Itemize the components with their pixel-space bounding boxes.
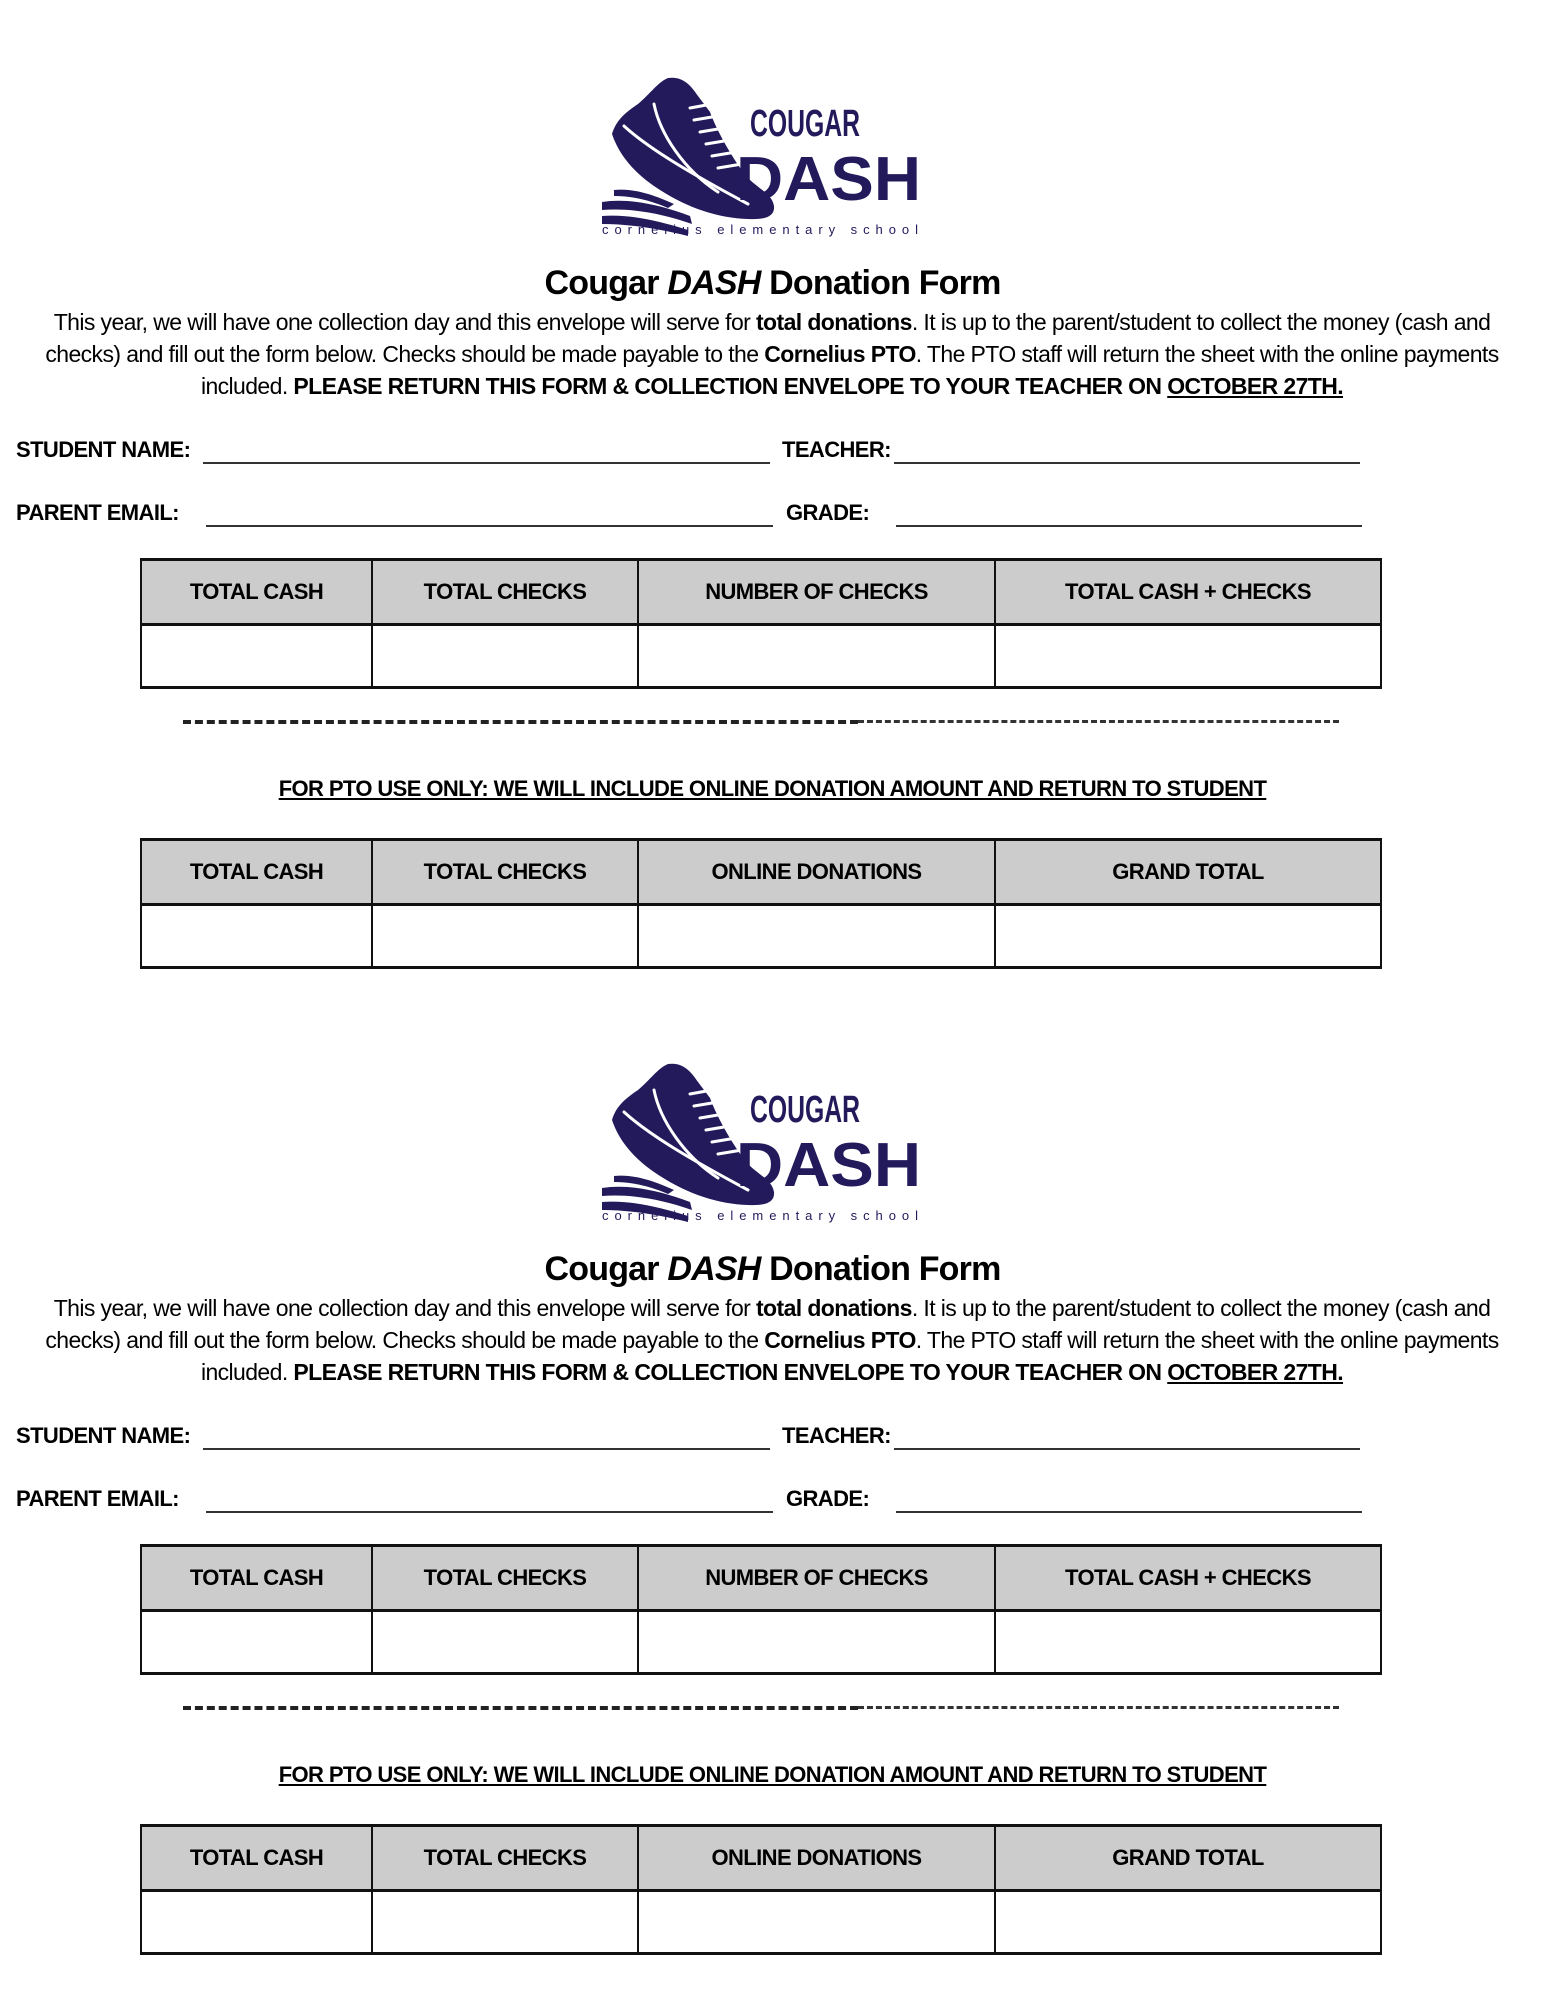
cut-line-fine xyxy=(858,720,1339,723)
parent-email-field[interactable] xyxy=(206,525,773,527)
col-total-cash-checks: TOTAL CASH + CHECKS xyxy=(995,560,1381,625)
grand-total-cell[interactable] xyxy=(995,1891,1381,1954)
col-total-checks: TOTAL CHECKS xyxy=(372,840,638,905)
form-title: Cougar DASH Donation Form xyxy=(544,1250,1001,1288)
grade-label: GRADE: xyxy=(786,500,870,525)
instructions-paragraph: This year, we will have one collection day and this envelope will serve for total donations. It is up to the parent/student to collect the money (cash and checks) and fill out the form below. Checks should be made payable to the Cornelius PTO. The PTO staff will return the sheet with the online payments included. PLEASE RETURN THIS FORM & COLLECTION ENVELOPE TO YOUR TEACHER ON OCTOBER 27TH. xyxy=(45,309,1499,399)
donation-form-copy-1 xyxy=(0,0,1545,986)
pto-use-only-notice: FOR PTO USE ONLY: WE WILL INCLUDE ONLINE DONATION AMOUNT AND RETURN TO STUDENT xyxy=(278,1762,1267,1787)
parent-email-label: PARENT EMAIL: xyxy=(16,500,179,525)
col-online-donations: ONLINE DONATIONS xyxy=(638,840,995,905)
svg-text:COUGAR: COUGAR xyxy=(750,103,860,145)
grade-field[interactable] xyxy=(896,525,1362,527)
svg-text:cornelius elementary school: cornelius elementary school xyxy=(602,1208,918,1223)
col-total-checks: TOTAL CHECKS xyxy=(372,560,638,625)
svg-text:DASH: DASH xyxy=(736,1131,921,1200)
col-total-cash: TOTAL CASH xyxy=(141,1546,372,1611)
grand-total-cell[interactable] xyxy=(995,905,1381,968)
student-totals-table xyxy=(140,558,1382,689)
cut-line-fine xyxy=(858,1706,1339,1709)
online-donations-cell[interactable] xyxy=(638,905,995,968)
teacher-label: TEACHER: xyxy=(782,1423,891,1448)
col-grand-total: GRAND TOTAL xyxy=(995,840,1381,905)
pto-total-checks-cell[interactable] xyxy=(372,905,638,968)
number-of-checks-cell[interactable] xyxy=(638,1611,995,1674)
col-number-of-checks: NUMBER OF CHECKS xyxy=(638,560,995,625)
col-grand-total: GRAND TOTAL xyxy=(995,1826,1381,1891)
col-total-checks: TOTAL CHECKS xyxy=(372,1826,638,1891)
student-name-field[interactable] xyxy=(203,1448,770,1450)
total-cash-checks-cell[interactable] xyxy=(995,625,1381,688)
cut-line xyxy=(183,1706,858,1710)
pto-total-checks-cell[interactable] xyxy=(372,1891,638,1954)
svg-text:COUGAR: COUGAR xyxy=(750,1089,860,1131)
col-number-of-checks: NUMBER OF CHECKS xyxy=(638,1546,995,1611)
svg-text:DASH: DASH xyxy=(736,145,921,214)
pto-total-cash-cell[interactable] xyxy=(141,905,372,968)
parent-email-label: PARENT EMAIL: xyxy=(16,1486,179,1511)
student-name-label: STUDENT NAME: xyxy=(16,1423,191,1448)
total-checks-cell[interactable] xyxy=(372,1611,638,1674)
pto-use-only-notice: FOR PTO USE ONLY: WE WILL INCLUDE ONLINE DONATION AMOUNT AND RETURN TO STUDENT xyxy=(278,776,1267,801)
teacher-label: TEACHER: xyxy=(782,437,891,462)
col-online-donations: ONLINE DONATIONS xyxy=(638,1826,995,1891)
pto-totals-table xyxy=(140,1824,1382,1955)
student-name-field[interactable] xyxy=(203,462,770,464)
total-cash-checks-cell[interactable] xyxy=(995,1611,1381,1674)
pto-totals-table xyxy=(140,838,1382,969)
col-total-checks: TOTAL CHECKS xyxy=(372,1546,638,1611)
grade-label: GRADE: xyxy=(786,1486,870,1511)
form-title: Cougar DASH Donation Form xyxy=(544,264,1001,302)
col-total-cash: TOTAL CASH xyxy=(141,840,372,905)
number-of-checks-cell[interactable] xyxy=(638,625,995,688)
col-total-cash: TOTAL CASH xyxy=(141,560,372,625)
svg-text:cornelius elementary school: cornelius elementary school xyxy=(602,222,918,237)
cougar-dash-logo xyxy=(598,1060,923,1225)
cut-line xyxy=(183,720,858,724)
cougar-dash-logo xyxy=(598,74,923,239)
student-totals-table xyxy=(140,1544,1382,1675)
total-cash-cell[interactable] xyxy=(141,1611,372,1674)
col-total-cash-checks: TOTAL CASH + CHECKS xyxy=(995,1546,1381,1611)
donation-form-copy-2 xyxy=(0,986,1545,1972)
instructions-paragraph: This year, we will have one collection day and this envelope will serve for total donations. It is up to the parent/student to collect the money (cash and checks) and fill out the form below. Checks should be made payable to the Cornelius PTO. The PTO staff will return the sheet with the online payments included. PLEASE RETURN THIS FORM & COLLECTION ENVELOPE TO YOUR TEACHER ON OCTOBER 27TH. xyxy=(45,1295,1499,1385)
col-total-cash: TOTAL CASH xyxy=(141,1826,372,1891)
pto-total-cash-cell[interactable] xyxy=(141,1891,372,1954)
parent-email-field[interactable] xyxy=(206,1511,773,1513)
teacher-field[interactable] xyxy=(894,1448,1360,1450)
student-name-label: STUDENT NAME: xyxy=(16,437,191,462)
online-donations-cell[interactable] xyxy=(638,1891,995,1954)
total-cash-cell[interactable] xyxy=(141,625,372,688)
total-checks-cell[interactable] xyxy=(372,625,638,688)
teacher-field[interactable] xyxy=(894,462,1360,464)
grade-field[interactable] xyxy=(896,1511,1362,1513)
